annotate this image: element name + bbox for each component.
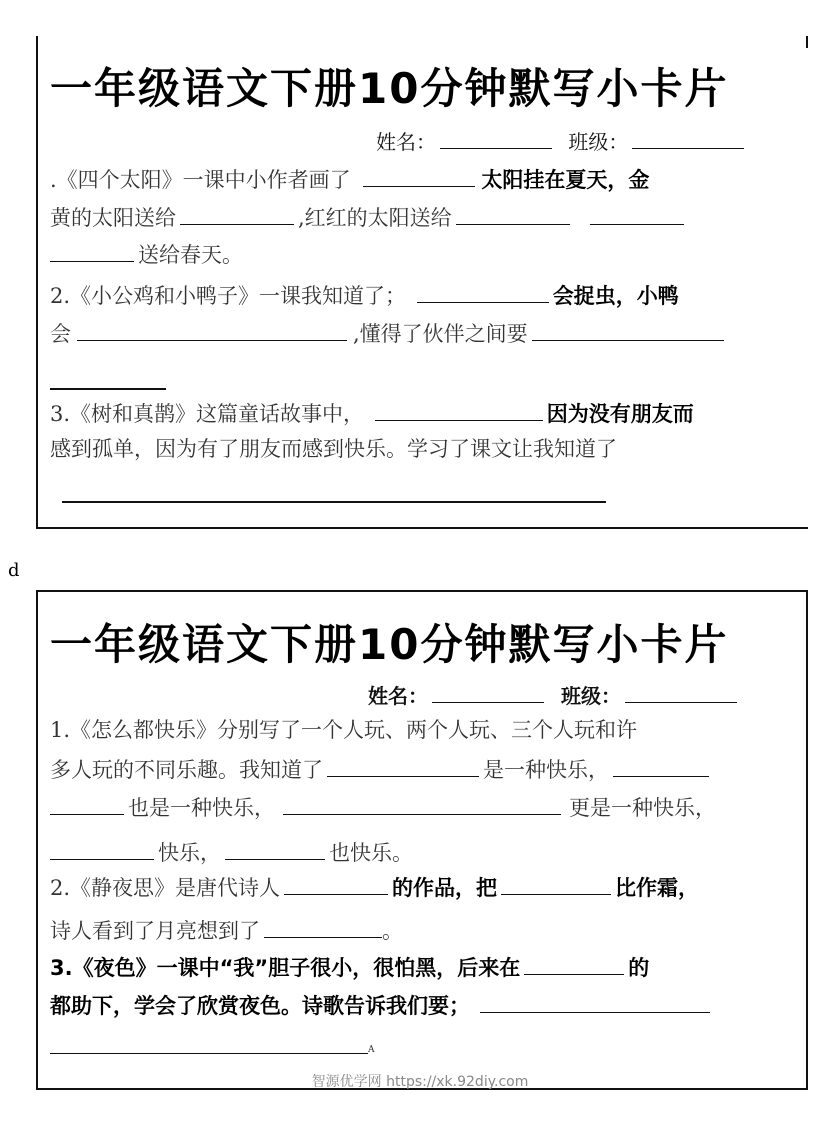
dictation-card-2 — [36, 590, 808, 1090]
answer-blank[interactable] — [590, 202, 684, 225]
question-3-line-2: 都助下，学会了欣赏夜色。诗歌告诉我们要； — [50, 990, 710, 1020]
margin-mark: d — [8, 560, 20, 581]
question-1-line-1: 1.《怎么都快乐》分别写了一个人玩、两个人玩、三个人玩和许 — [50, 718, 638, 742]
name-class-row — [376, 126, 754, 155]
question-1-line-2: 黄的太阳送给 ,红红的太阳送给 — [50, 202, 684, 232]
answer-blank[interactable] — [50, 837, 154, 860]
question-1-line-3: 也是一种快乐， 更是一种快乐， — [50, 792, 716, 822]
card-title: 一年级语文下册10分钟默写小卡片 — [50, 64, 729, 113]
answer-blank[interactable] — [283, 792, 561, 815]
name-label: 姓名： — [368, 684, 428, 708]
answer-blank[interactable] — [180, 202, 294, 225]
question-1-line-4: 快乐， 也快乐。 — [50, 837, 413, 867]
answer-blank[interactable] — [480, 990, 710, 1013]
question-1-line-1: .《四个太阳》一课中小作者画了 太阳挂在夏天，金 — [50, 164, 649, 194]
answer-blank[interactable] — [532, 318, 724, 341]
answer-blank[interactable] — [375, 398, 543, 421]
answer-blank[interactable] — [284, 872, 388, 895]
question-3-line-2: 感到孤单，因为有了朋友而感到快乐。学习了课文让我知道了 — [50, 437, 617, 461]
card-left-border — [36, 36, 38, 529]
answer-blank[interactable] — [225, 837, 325, 860]
card-right-border — [806, 36, 808, 48]
name-class-row — [368, 680, 747, 709]
class-label: 班级： — [568, 130, 629, 154]
question-2-line-1: 2.《静夜思》是唐代诗人 的作品，把 比作霜， — [50, 872, 699, 902]
answer-line[interactable] — [50, 1053, 368, 1054]
answer-blank[interactable] — [327, 754, 479, 777]
answer-line[interactable] — [50, 388, 166, 390]
card-right-border — [806, 590, 808, 1090]
class-blank[interactable] — [632, 130, 744, 149]
answer-blank[interactable] — [363, 164, 475, 187]
dictation-card-1 — [36, 36, 808, 529]
question-3-line-1: 3.《树和真鹊》这篇童话故事中， 因为没有朋友而 — [50, 398, 694, 428]
card-top-border — [36, 590, 808, 592]
question-1-line-2: 多人玩的不同乐趣。我知道了 是一种快乐， — [50, 754, 709, 784]
answer-blank[interactable] — [456, 202, 570, 225]
footer-watermark: 智源优学网 https://xk.92diy.com — [311, 1074, 529, 1090]
answer-blank[interactable] — [264, 915, 382, 938]
answer-blank[interactable] — [613, 754, 709, 777]
class-label: 班级： — [560, 684, 621, 708]
name-blank[interactable] — [432, 684, 544, 703]
answer-blank[interactable] — [524, 952, 624, 975]
question-3-line-1: 3.《夜色》一课中“我”胆子很小，很怕黑，后来在 的 — [50, 952, 649, 982]
answer-blank[interactable] — [77, 318, 347, 341]
card-bottom-border — [36, 527, 808, 529]
class-blank[interactable] — [625, 684, 737, 703]
answer-blank[interactable] — [501, 872, 611, 895]
answer-blank[interactable] — [417, 280, 549, 303]
small-mark: A — [368, 1045, 375, 1055]
answer-blank[interactable] — [50, 792, 124, 815]
name-label: 姓名： — [376, 130, 436, 154]
question-2-line-1: 2.《小公鸡和小鸭子》一课我知道了； 会捉虫，小鸭 — [50, 280, 679, 310]
question-2-line-2: 会 ,懂得了伙伴之间要 — [50, 318, 724, 348]
answer-blank[interactable] — [50, 239, 134, 262]
question-1-line-3: 送给春天。 — [50, 239, 243, 269]
name-blank[interactable] — [440, 130, 552, 149]
answer-line[interactable] — [62, 501, 606, 503]
question-2-line-2: 诗人看到了月亮想到了 。 — [50, 915, 403, 945]
card-title: 一年级语文下册10分钟默写小卡片 — [50, 620, 729, 669]
card-left-border — [36, 590, 38, 1090]
